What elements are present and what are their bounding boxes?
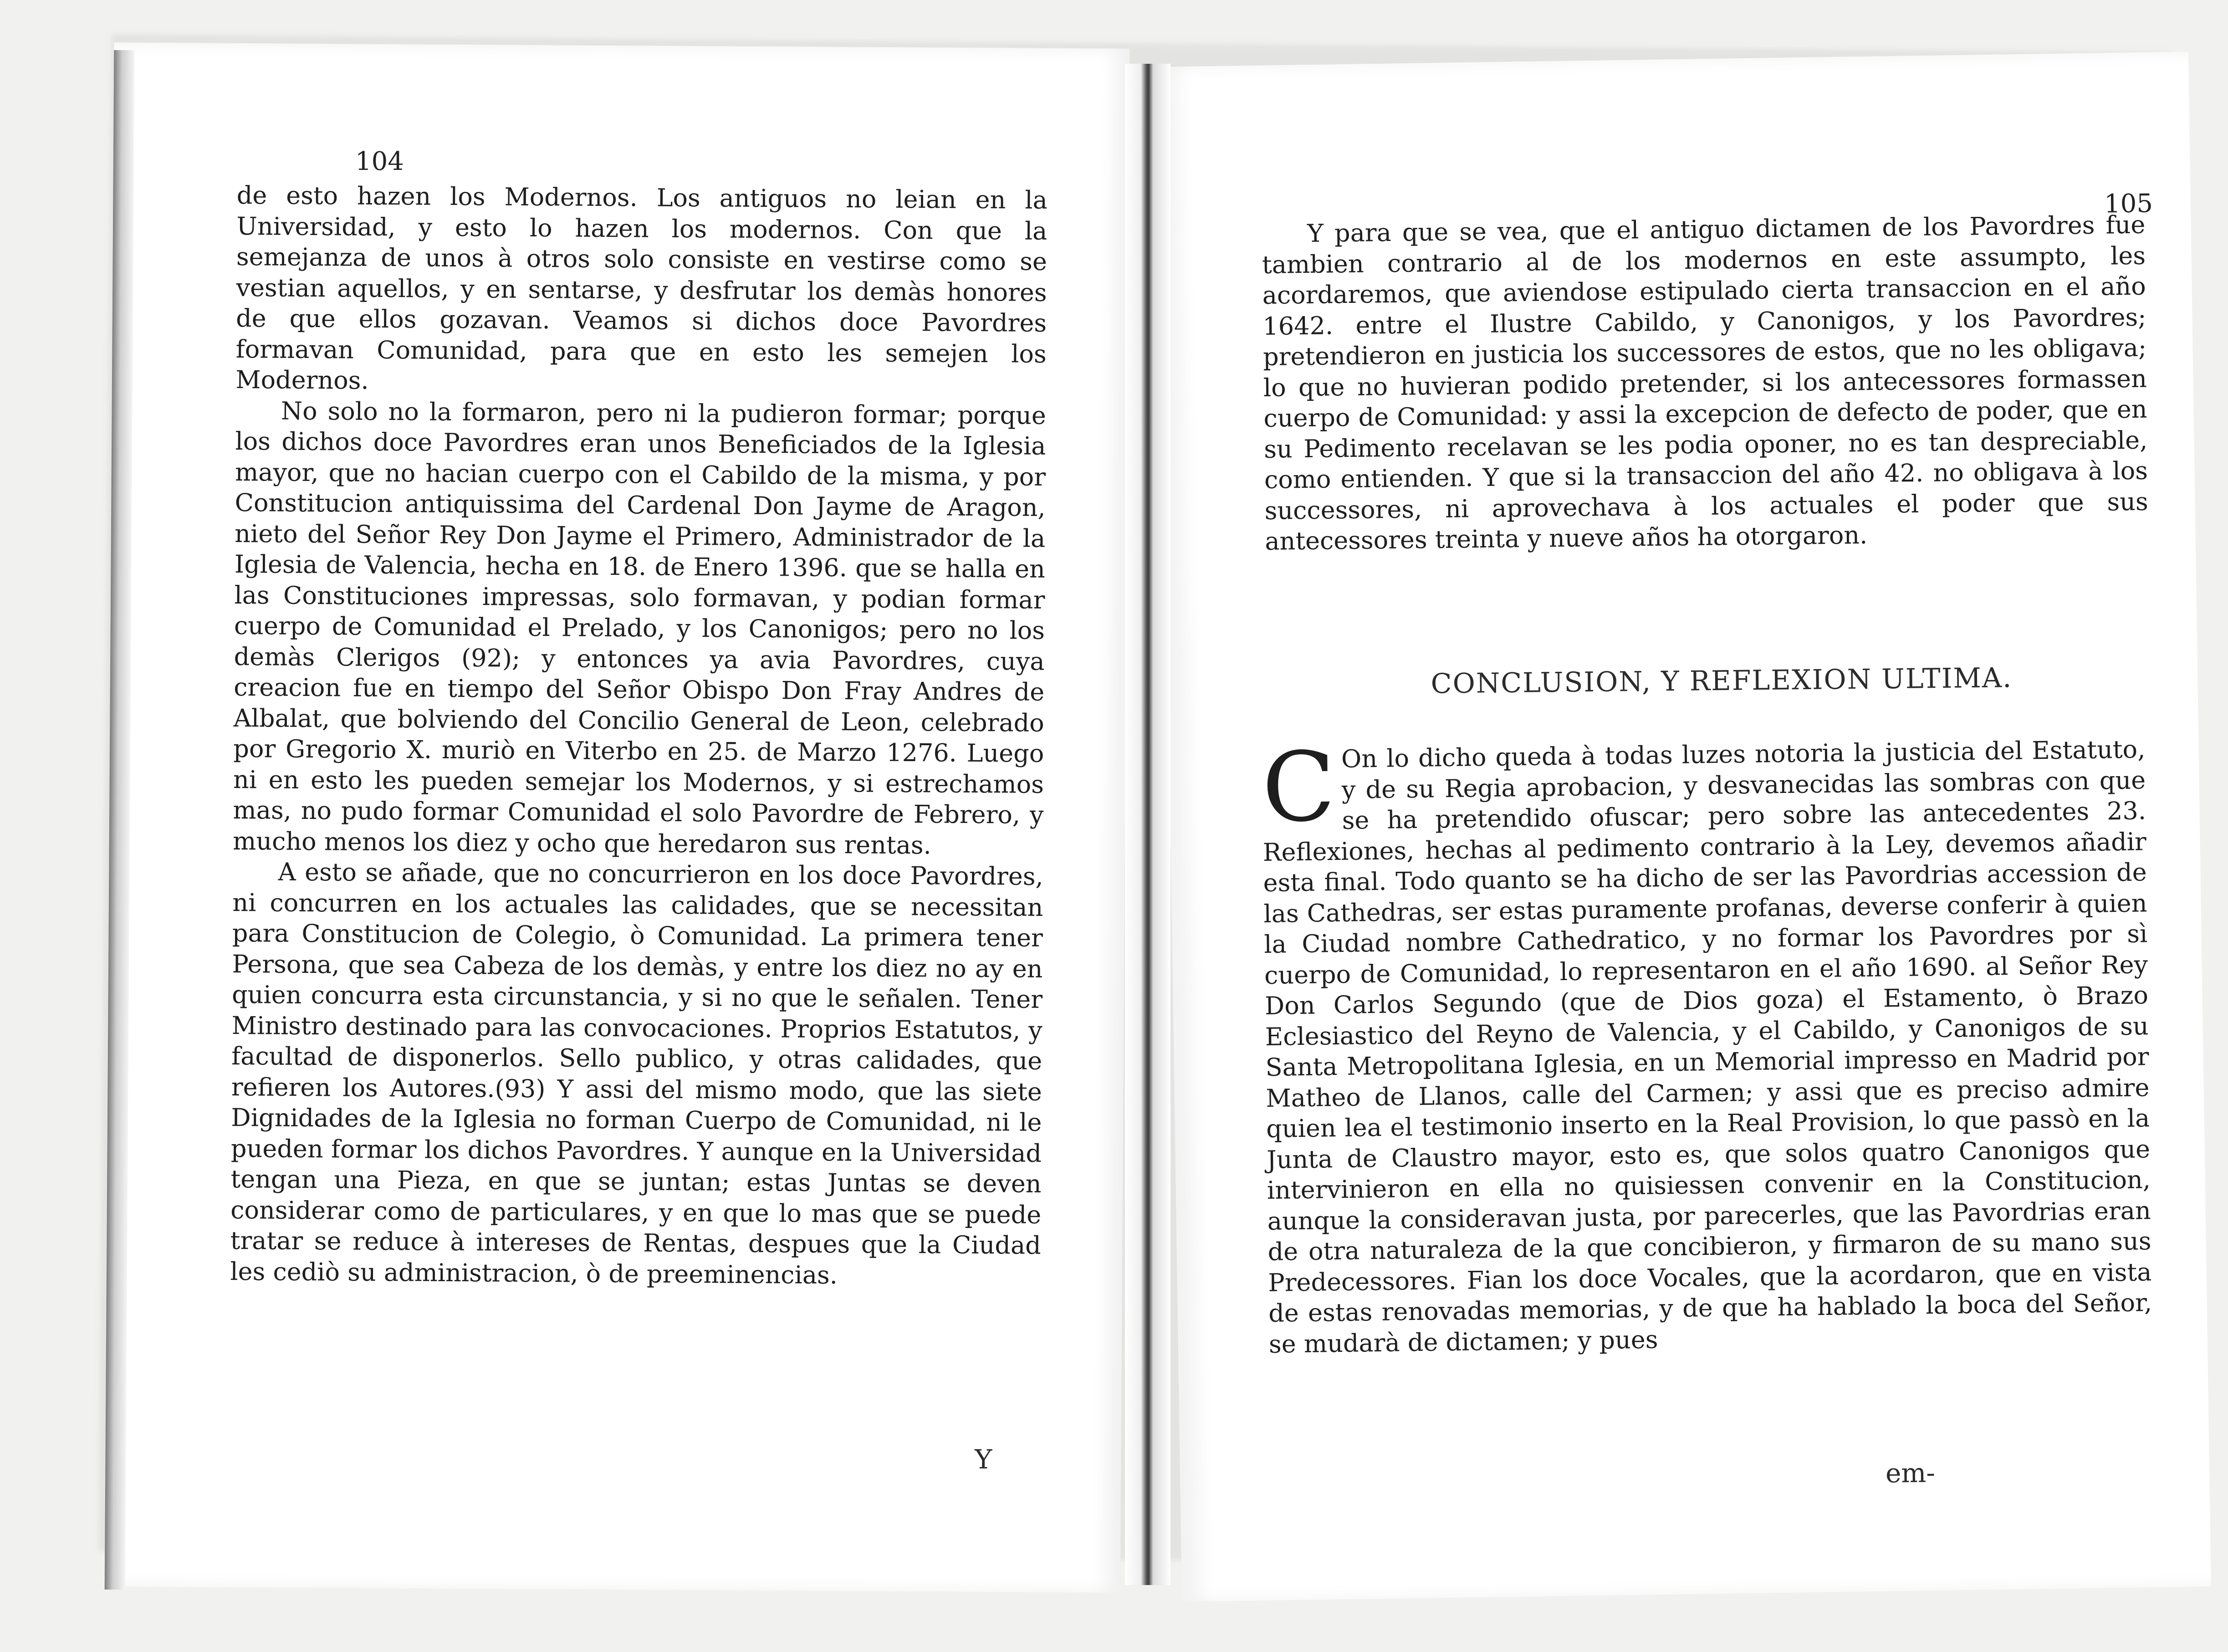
right-paragraph-2: On lo dicho queda à todas luzes notoria la justicia del Estatuto, y de su Regia aprobacion, y desvanecidas las sombras con que se ha pretendido ofuscar; pero sobre las antecedentes 23. Reflexiones, hechas al pedimento contrario à la Ley, devemos añadir esta final. Todo quanto se ha dicho de ser las Pavordrias accession de las Cathedras, ser estas puramente profanas, deverse conferir à quien la Ciudad nombre Cathedratico, y no formar los Pavordres por sì cuerpo de Comunidad, lo representaron en el año 1690. al Señor Rey Don Carlos Segundo (que de Dios goza) el Estamento, ò Brazo Eclesiastico del Reyno de Valencia, y el Cabildo, y Canonigos de su Santa Metropolitana Iglesia, en un Memorial impresso en Madrid por Matheo de Llanos, calle del Carmen; y assi que es preciso admire quien lea el testimonio inserto en la Real Provision, lo que passò en la Junta de Claustro mayor, esto es, que solos quatro Canonigos que intervinieron en ella no quisiessen convenir en la Constitucion, aunque la consideravan justa, por parecerles, que las Pavordrias eran de otra naturaleza de la que concibieron, y firmaron de su mano sus Predecessores. Fian los doce Vocales, que la acordaron, que en vista de estas renovadas memorias, y de que ha hablado la boca del Señor, se mudarà de dictamen; y pues bbox=[1262, 735, 2152, 1359]
left-page-number: 104 bbox=[355, 147, 404, 176]
left-page-text bbox=[230, 180, 1048, 1292]
right-page-text-top bbox=[1262, 210, 2149, 557]
right-catchword: em- bbox=[1885, 1457, 1936, 1489]
left-paragraph-3: A esto se añade, que no concurrieron en los doce Pavordres, ni concurren en los actuales las calidades, que se necessitan para Constitucion de Colegio, ò Comunidad. La primera tener Persona, que sea Cabeza de los demàs, y entre los diez no ay en quien concurra esta circunstancia, y si no que le señalen. Tener Ministro destinado para las convocaciones. Proprios Estatutos, y facultad de disponerlos. Sello publico, y otras calidades, que refieren los Autores.(93) Y assi del mismo modo, que las siete Dignidades de la Iglesia no forman Cuerpo de Comunidad, ni le pueden formar los dichos Pavordres. Y aunque en la Universidad tengan una Pieza, en que se juntan; estas Juntas se deven considerar como de particulares, y en que lo mas que se puede tratar se reduce à intereses de Rentas, despues que la Ciudad les cediò su administracion, ò de preeminencias. bbox=[230, 857, 1043, 1289]
left-paragraph-2: No solo no la formaron, pero ni la pudieron formar; porque los dichos doce Pavordres eran unos Beneficiados de la Iglesia mayor, que no hacian cuerpo con el Cabildo de la misma, y por Constitucion antiquissima del Cardenal Don Jayme de Aragon, nieto del Señor Rey Don Jayme el Primero, Administrador de la Iglesia de Valencia, hecha en 18. de Enero 1396. que se halla en las Constituciones impressas, solo formavan, y podian formar cuerpo de Comunidad el Prelado, y los Canonigos; pero no los demàs Clerigos (92); y entonces ya avia Pavordres, cuya creacion fue en tiempo del Señor Obispo Don Fray Andres de Albalat, que bolviendo del Concilio General de Leon, celebrado por Gregorio X. muriò en Viterbo en 25. de Marzo 1276. Luego ni en esto les pueden semejar los Modernos, y si estrechamos mas, no pudo formar Comunidad el solo Pavordre de Febrero, y mucho menos los diez y ocho que heredaron sus rentas. bbox=[232, 396, 1047, 859]
right-paragraph-1: Y para que se vea, que el antiguo dictamen de los Pavordres fue tambien contrario al de los modernos en este assumpto, les acordaremos, que aviendose estipulado cierta transaccion en el año 1642. entre el Ilustre Cabildo, y Canonigos, y los Pavordres; pretendieron en justicia los successores de estos, que no les obligava; lo que no huvieran podido pretender, si los antecessores formassen cuerpo de Comunidad: y assi la excepcion de defecto de poder, que en su Pedimento recelavan se les podia oponer, no es tan despreciable, como entienden. Y que si la transaccion del año 42. no obligava à los successores, ni aprovechava à los actuales el poder que sus antecessores treinta y nueve años ha otorgaron. bbox=[1262, 210, 2148, 556]
left-paragraph-1: de esto hazen los Modernos. Los antiguos no leian en la Universidad, y esto lo hazen los modernos. Con que la semejanza de unos à otros solo consiste en vestirse como se vestian aquellos, y en sentarse, y desfrutar los demàs honores de que ellos gozavan. Veamos si dichos doce Pavordres formavan Comunidad, para que en esto les semejen los Modernos. bbox=[235, 180, 1048, 395]
drop-cap: C bbox=[1261, 731, 1336, 844]
section-heading: CONCLUSION, Y REFLEXION ULTIMA. bbox=[1431, 662, 2013, 700]
right-page-number: 105 bbox=[2104, 189, 2153, 219]
book-gutter bbox=[1125, 64, 1170, 1585]
right-page-text-conclusion bbox=[1261, 731, 2152, 1360]
left-catchword: Y bbox=[974, 1443, 992, 1475]
